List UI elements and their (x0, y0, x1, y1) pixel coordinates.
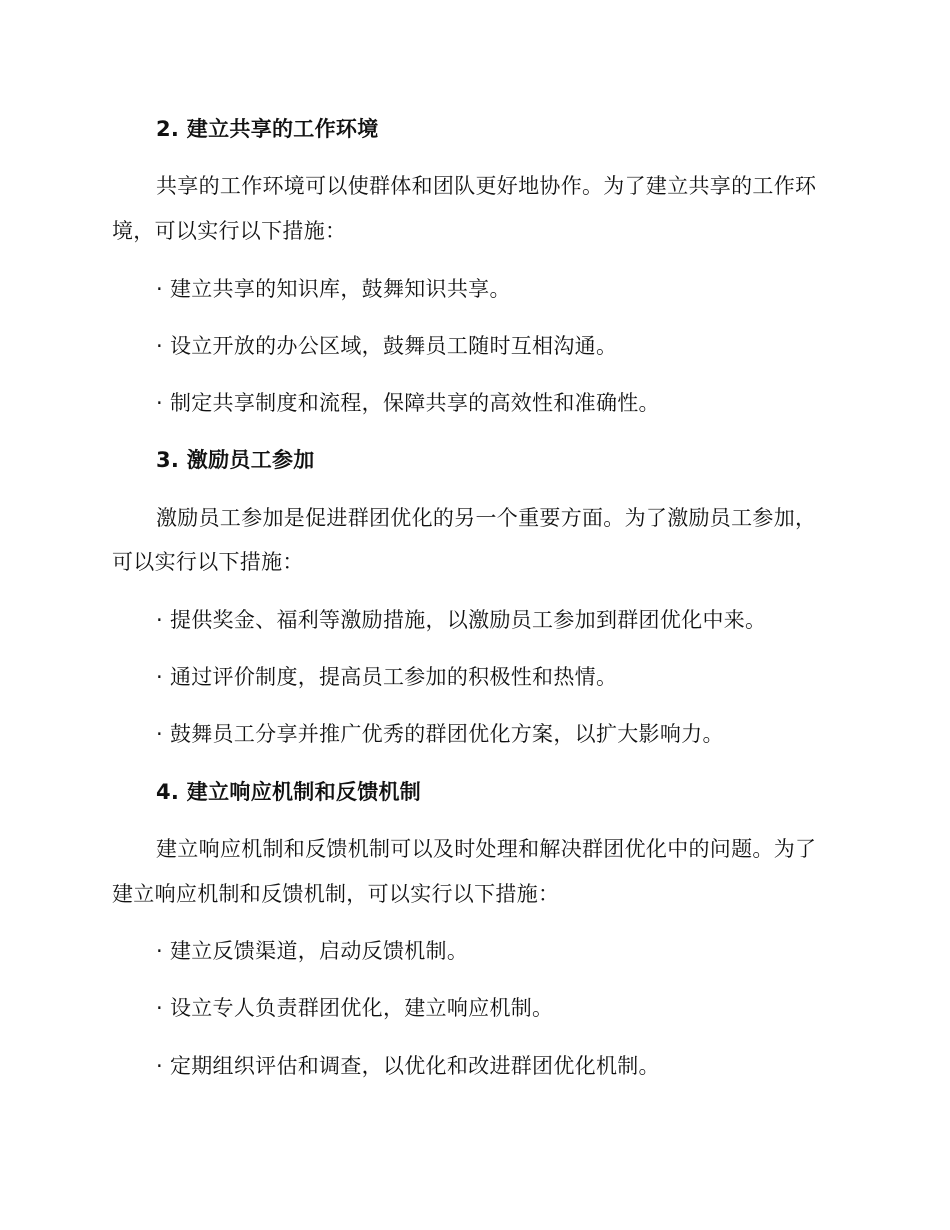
section-intro-line: 共享的工作环境可以使群体和团队更好地协作。为了建立共享的工作环 (156, 174, 817, 198)
bullet-item: · 通过评价制度，提高员工参加的积极性和热情。 (156, 665, 618, 689)
section-intro-line: 境，可以实行以下措施： (112, 219, 347, 243)
bullet-item: · 鼓舞员工分享并推广优秀的群团优化方案，以扩大影响力。 (156, 722, 724, 746)
section-heading: 2. 建立共享的工作环境 (156, 117, 379, 141)
bullet-item: · 设立开放的办公区域，鼓舞员工随时互相沟通。 (156, 334, 618, 358)
section-intro-line: 建立响应机制和反馈机制可以及时处理和解决群团优化中的问题。为了 (156, 837, 817, 861)
section-intro-line: 建立响应机制和反馈机制，可以实行以下措施： (112, 882, 560, 906)
section-intro-line: 激励员工参加是促进群团优化的另一个重要方面。为了激励员工参加， (156, 506, 817, 530)
section-intro-line: 可以实行以下措施： (112, 550, 304, 574)
bullet-item: · 建立反馈渠道，启动反馈机制。 (156, 939, 469, 963)
bullet-item: · 建立共享的知识库，鼓舞知识共享。 (156, 277, 511, 301)
section-heading: 4. 建立响应机制和反馈机制 (156, 780, 422, 804)
bullet-item: · 提供奖金、福利等激励措施，以激励员工参加到群团优化中来。 (156, 608, 767, 632)
bullet-item: · 设立专人负责群团优化，建立响应机制。 (156, 996, 554, 1020)
bullet-item: · 定期组织评估和调查，以优化和改进群团优化机制。 (156, 1054, 660, 1078)
section-heading: 3. 激励员工参加 (156, 448, 315, 472)
bullet-item: · 制定共享制度和流程，保障共享的高效性和准确性。 (156, 391, 660, 415)
